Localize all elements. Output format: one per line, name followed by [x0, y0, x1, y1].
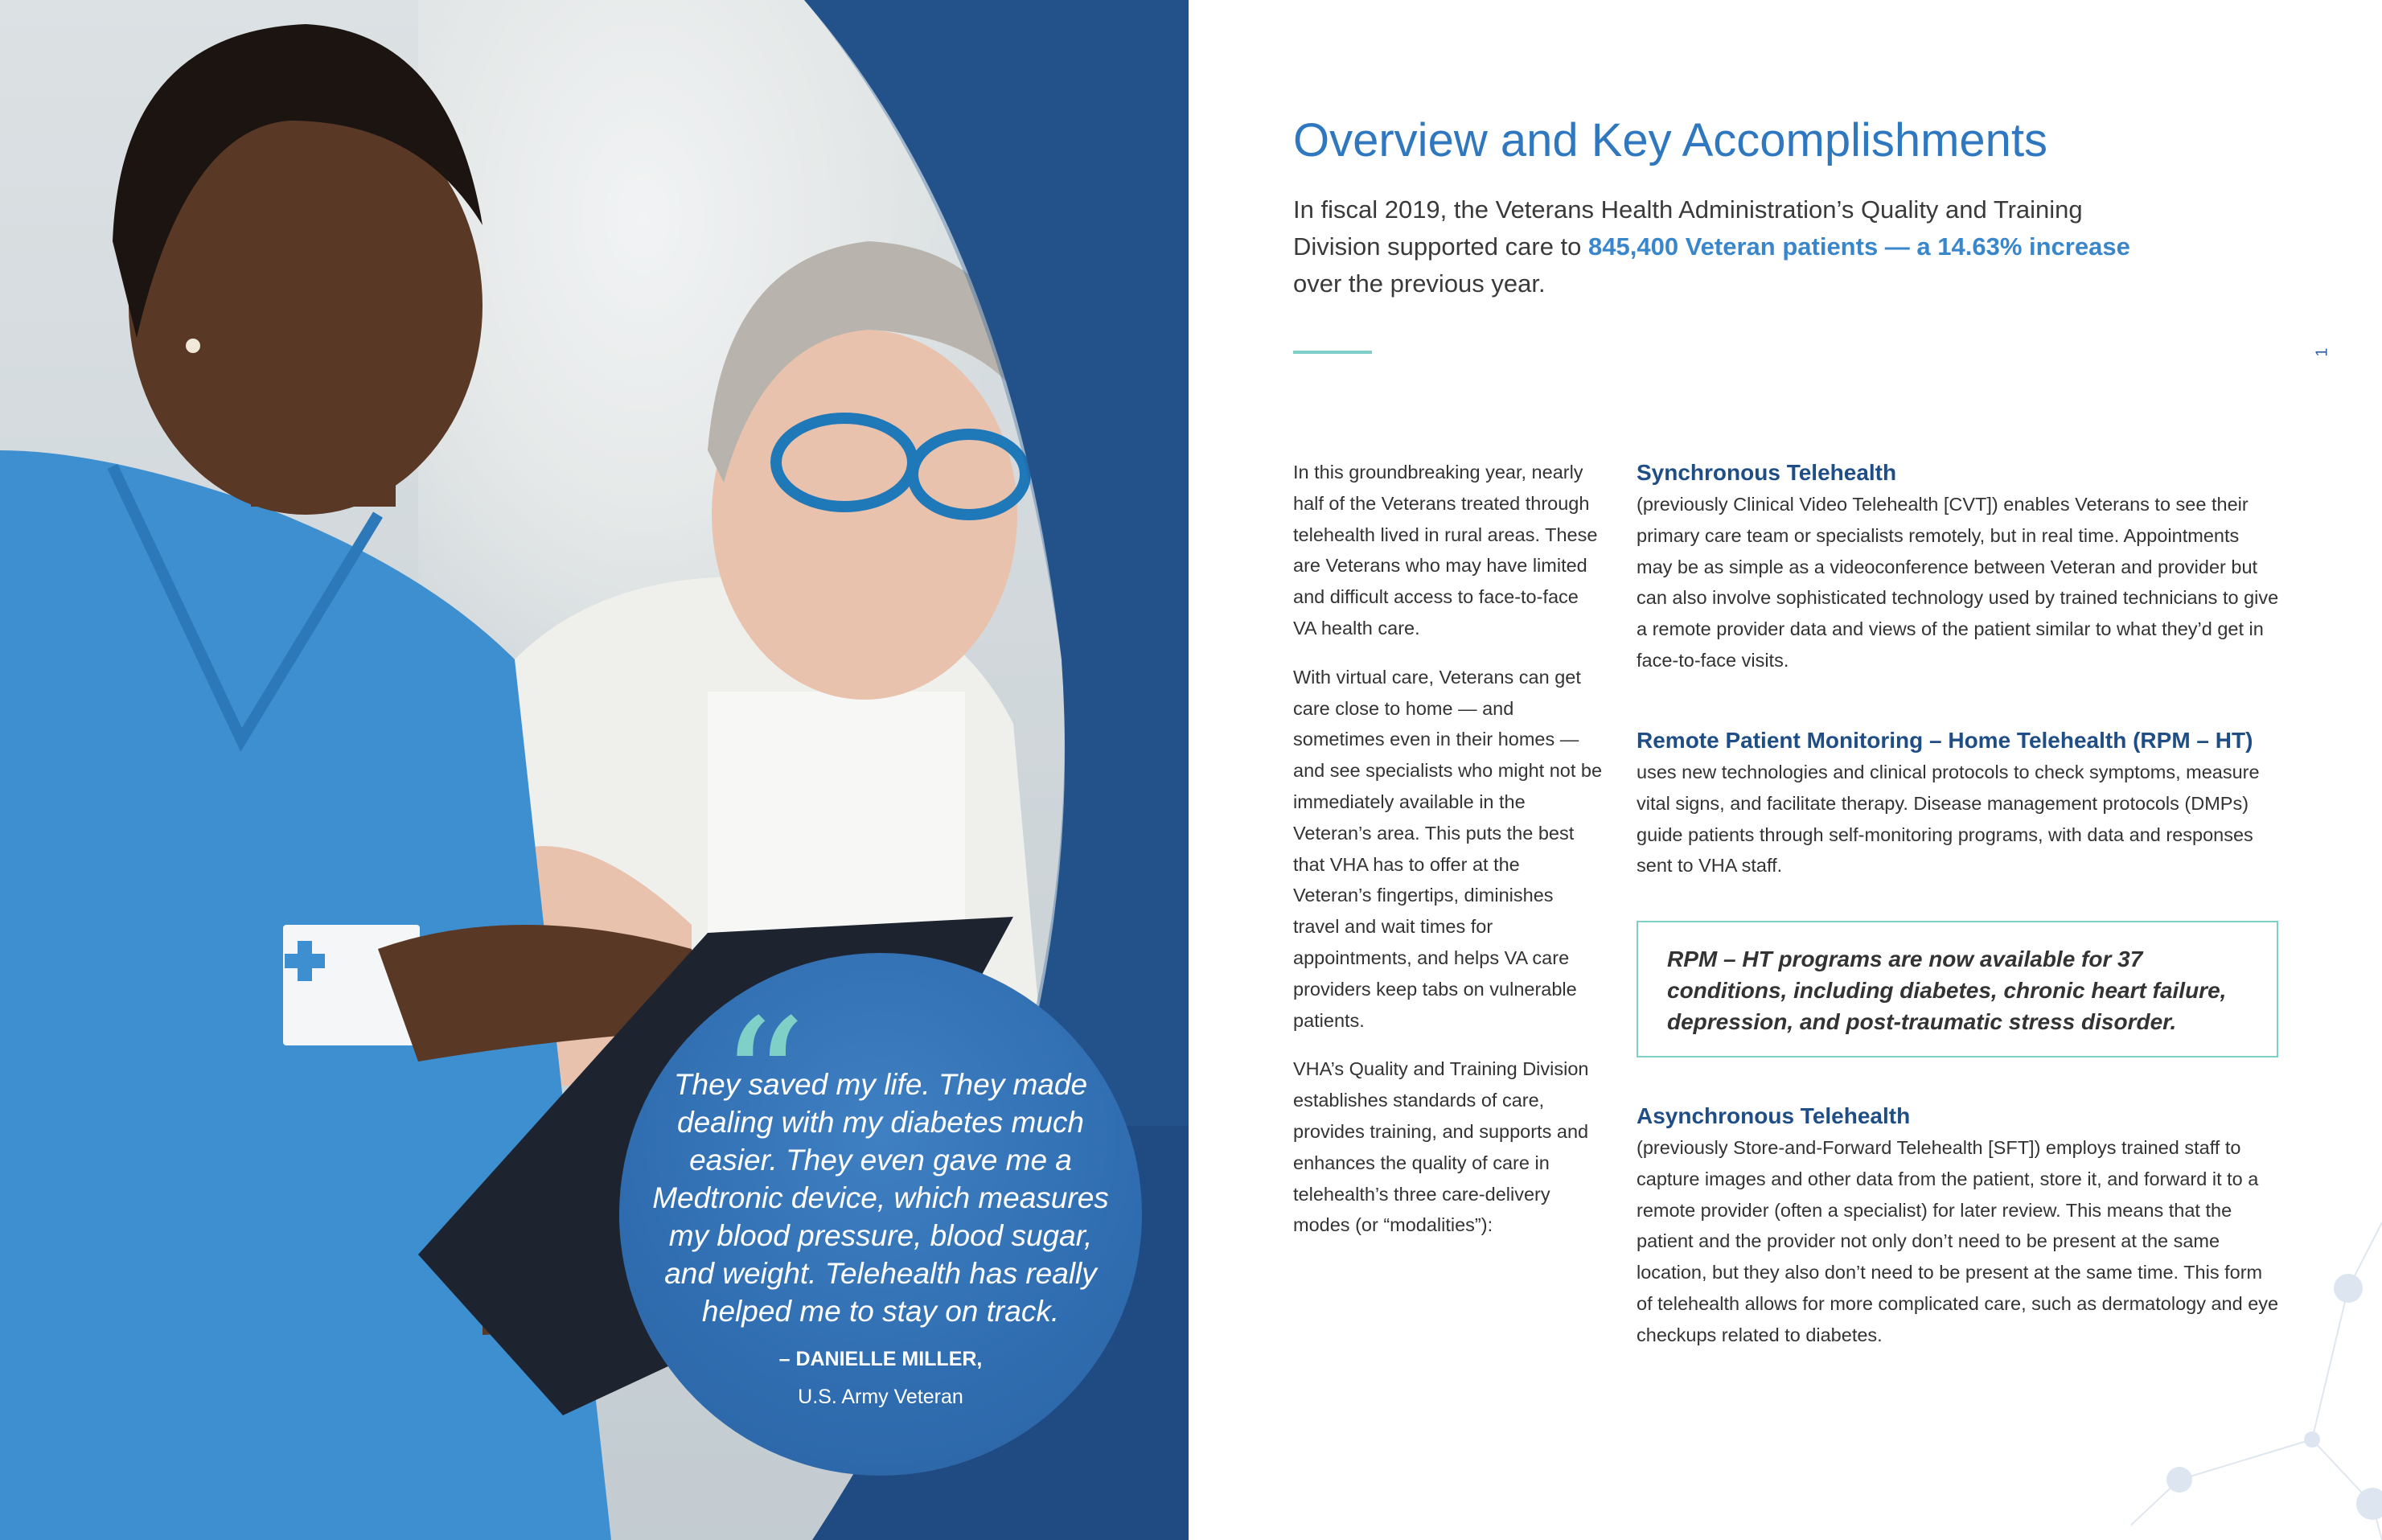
- intro-text-before: In fiscal 2019, the Veterans Health Administration’s Quality and Training Division supported care to: [1293, 195, 2083, 261]
- network-decoration: [2131, 1102, 2382, 1540]
- testimonial-author-role: U.S. Army Veteran: [798, 1386, 963, 1408]
- intro-highlight: 845,400 Veteran patients — a 14.63% increase: [1588, 232, 2130, 261]
- testimonial-author: – DANIELLE MILLER,: [778, 1348, 983, 1370]
- section-body: (previously Store-and-Forward Telehealth [SFT]) employs trained staff to capture images and other data from the patient, store it, and forward it to a remote provider (often a specialist) for later review. This means that the patient and the provider not only don’t need to be present at the same location, but they also don’t need to be present at the same time. This form of telehealth allows for more complicated care, such as dermatology and eye checkups related to diabetes.: [1637, 1137, 2279, 1345]
- section-heading: Asynchronous Telehealth: [1637, 1103, 1911, 1128]
- testimonial-quote: They saved my life. They made dealing with my diabetes much easier. They even gave me a Medtronic device, which measures my blood pressure, blood sugar, and weight. Telehealth has really helped me to stay on track.: [652, 1068, 1109, 1328]
- section-synchronous-telehealth: [1637, 457, 2280, 676]
- section-remote-patient-monitoring: [1637, 725, 2280, 881]
- rpm-callout-box: RPM – HT programs are now available for 37 conditions, including diabetes, chronic heart failure, depression, and post-traumatic stress disorder.: [1637, 921, 2278, 1057]
- quote-mark-icon: “: [720, 983, 807, 1180]
- left-paragraph-rural: In this groundbreaking year, nearly half of the Veterans treated through telehealth lived in rural areas. These are Veterans who may have limited and difficult access to face-to-face VA health care.: [1293, 462, 1598, 639]
- section-body: (previously Clinical Video Telehealth [CVT]) enables Veterans to see their primary care team or specialists remotely, but in real time. Appointments may be as simple as a videoconference between Veteran and provider but can also involve sophisticated technology used by trained technicians to give a remote provider data and views of the patient similar to what they’d get in face-to-face visits.: [1637, 494, 2279, 671]
- left-paragraph-virtual-care: With virtual care, Veterans can get care close to home — and sometimes even in their homes — and see specialists who might not be immediately available in the Veteran’s area. This puts the best that VHA has to offer at the Veteran’s fingertips, diminishes travel and wait times for appointments, and helps VA care providers keep tabs on vulnerable patients.: [1293, 666, 1603, 1031]
- section-heading: Remote Patient Monitoring – Home Telehealth (RPM – HT): [1637, 728, 2253, 753]
- teal-divider: [1293, 351, 1372, 354]
- photo-panel: [0, 0, 1189, 1540]
- intro-text-after: over the previous year.: [1293, 269, 1546, 298]
- left-column: [1293, 457, 1603, 1259]
- intro-paragraph: [1293, 191, 2138, 302]
- page-title: Overview and Key Accomplishments: [1293, 114, 2048, 166]
- section-body: uses new technologies and clinical protocols to check symptoms, measure vital signs, and facilitate therapy. Disease management protocols (DMPs) guide patients through self-monitoring programs, with data and responses sent to VHA staff.: [1637, 762, 2260, 877]
- left-paragraph-standards: VHA’s Quality and Training Division establishes standards of care, provides training, and supports and enhances the quality of care in telehealth’s three care-delivery modes (or “modalities”):: [1293, 1058, 1589, 1236]
- section-heading: Synchronous Telehealth: [1637, 460, 1897, 485]
- page-number: 1: [2313, 347, 2331, 357]
